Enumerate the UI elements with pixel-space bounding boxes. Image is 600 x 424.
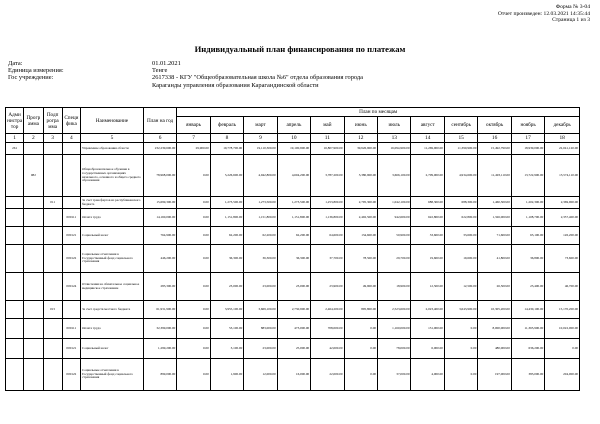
cell-name: Социальные отчисления в Государственный фонд социального страхования (81, 359, 144, 391)
table-row (6, 301, 580, 319)
table-row (6, 155, 580, 197)
cell-month-value: 42,000.00 (311, 339, 344, 359)
table-row (6, 273, 580, 301)
cell-month-value: 0.00 (444, 319, 477, 339)
column-number: 16 (478, 134, 511, 143)
cell-month-value: 23,000.00 (277, 273, 310, 301)
header-month: март (244, 117, 277, 134)
cell-admin (6, 301, 24, 319)
cell-month-value: 18,900.00 (378, 273, 411, 301)
cell-month-value: 2,357,400.00 (545, 209, 580, 227)
cell-month-value: 2,023,400.00 (411, 301, 444, 319)
cell-name: Социальные отчисления в Государственный фонд социального страхования (81, 245, 144, 273)
page-title: Индивидуальный план финансирования по платежам (194, 44, 406, 54)
report-meta (8, 60, 452, 89)
cell-month-value: 5,226,600.00 (210, 155, 243, 197)
cell-specifika (62, 301, 80, 319)
meta-row-unit (8, 67, 452, 74)
cell-month-value: 78,000.00 (378, 339, 411, 359)
cell-month-value: 383,000.00 (511, 359, 544, 391)
cell-program (24, 245, 43, 273)
cell-month-value: 708,000.00 (311, 319, 344, 339)
cell-month-value: 2,492,500.00 (344, 209, 377, 227)
cell-month-value: 0.00 (177, 339, 210, 359)
header-month: январь (177, 117, 210, 134)
cell-month-value: 33,600.00 (444, 227, 477, 245)
cell-month-value: 126,200.00 (545, 227, 580, 245)
cell-month-value: 62,200.00 (210, 227, 243, 245)
cell-month-value: 8,000,000.00 (478, 319, 511, 339)
page-counter: Страница 1 из 3 (552, 17, 590, 24)
meta-label (8, 82, 152, 89)
table-row (6, 227, 580, 245)
cell-month-value: 12,500.00 (444, 273, 477, 301)
cell-month-value: 1,273,500.00 (277, 197, 310, 209)
cell-month-value: 942,600.00 (378, 209, 411, 227)
cell-month-value: 1,042,100.00 (378, 197, 411, 209)
report-date: Отчет произведен: 12.03.2021 14:35:44 (497, 10, 590, 17)
header-month: апрель (277, 117, 310, 134)
cell-subprogram (43, 245, 62, 273)
cell-program (24, 301, 43, 319)
cell-month-value: 19,100,900.00 (277, 143, 310, 155)
cell-month-value: 1,160,000.00 (378, 319, 411, 339)
cell-month-value: 0.00 (177, 273, 210, 301)
meta-row-institution (8, 74, 452, 81)
cell-month-value: 0.00 (177, 155, 210, 197)
column-number: 12 (344, 134, 377, 143)
cell-month-value: 1,151,800.00 (244, 209, 277, 227)
cell-program (24, 273, 43, 301)
cell-month-value: 1,326,000.00 (478, 209, 511, 227)
cell-subprogram: 011 (43, 197, 62, 209)
column-number: 4 (62, 134, 80, 143)
column-number: 8 (210, 134, 243, 143)
meta-value: 2617338 - КГУ "Общеобразовательная школа №6" отдела образования города (152, 74, 364, 82)
cell-plan-year: 15,699,300.00 (143, 197, 176, 209)
cell-month-value: 688,300.00 (444, 197, 477, 209)
cell-month-value: 688,300.00 (411, 197, 444, 209)
cell-month-value: 2,464,200.00 (311, 301, 344, 319)
table-row (6, 359, 580, 391)
cell-subprogram (43, 339, 62, 359)
cell-month-value: 0.00 (177, 245, 210, 273)
column-number: 7 (177, 134, 210, 143)
cell-month-value: 0.00 (177, 319, 210, 339)
cell-month-value: 1,151,800.00 (210, 209, 243, 227)
cell-month-value: 1,273,500.00 (244, 197, 277, 209)
column-number: 2 (24, 134, 43, 143)
cell-month-value: 2,523,600.00 (378, 301, 411, 319)
cell-admin (6, 245, 24, 273)
cell-subprogram (43, 227, 62, 245)
cell-month-value: 16,000.00 (277, 359, 310, 391)
meta-value: Караганды управления образования Карагандинской области (152, 81, 319, 89)
cell-month-value: 1,460,300.00 (478, 197, 511, 209)
cell-month-value: 0.00 (444, 339, 477, 359)
cell-month-value: 11,269,900.00 (411, 143, 444, 155)
header-month: октябрь (478, 117, 511, 134)
table-row (6, 319, 580, 339)
cell-month-value: 3,380,900.00 (344, 155, 377, 197)
cell-name: Отчисления на обязательное социальное медицинское страхование (81, 273, 144, 301)
cell-month-value: 134,600.00 (344, 227, 377, 245)
cell-month-value: 18,939,000.00 (511, 143, 544, 155)
cell-month-value: 1,253,800.00 (311, 197, 344, 209)
cell-subprogram (43, 143, 62, 155)
cell-month-value: 22,041,120.00 (545, 143, 580, 155)
cell-subprogram (43, 319, 62, 339)
header-name: Наименование (81, 108, 144, 134)
cell-specifika (62, 143, 80, 155)
cell-specifika: 000121 (62, 339, 80, 359)
table-row (6, 197, 580, 209)
cell-name: Общеобразовательное обучение в государственных организациях начального, основного и общего среднего образования (81, 155, 144, 197)
cell-month-value: 39,926,900.00 (344, 143, 377, 155)
cell-name: Социальный налог (81, 339, 144, 359)
cell-month-value: 1,900.00 (210, 359, 243, 391)
cell-month-value: 12,500.00 (411, 273, 444, 301)
column-number: 10 (277, 134, 310, 143)
cell-admin (6, 227, 24, 245)
header-month: август (411, 117, 444, 134)
cell-month-value: 2,369,900.00 (545, 197, 580, 209)
cell-name: За счет трансфертов из республиканского бюджета (81, 197, 144, 209)
cell-month-value: 2,709,000.00 (411, 155, 444, 197)
cell-program (24, 319, 43, 339)
cell-month-value: 4,000.00 (411, 359, 444, 391)
cell-month-value: 19,600.00 (411, 245, 444, 273)
cell-specifika: 000121 (62, 227, 80, 245)
cell-subprogram (43, 209, 62, 227)
column-number: 13 (378, 134, 411, 143)
cell-month-value: 883,000.00 (244, 319, 277, 339)
cell-name: Оплата труда (81, 319, 144, 339)
cell-month-value: 19,110,300.00 (244, 143, 277, 155)
cell-month-value: 0.00 (177, 197, 210, 209)
cell-admin (6, 197, 24, 209)
cell-specifika: 000111 (62, 209, 80, 227)
table-row (6, 209, 580, 227)
cell-month-value: 14,430,100.00 (511, 301, 544, 319)
cell-month-value: 16,807,900.00 (311, 143, 344, 155)
cell-month-value: 25,000.00 (277, 339, 310, 359)
cell-month-value: 12,000.00 (244, 359, 277, 391)
header-month: февраль (210, 117, 243, 134)
cell-month-value: 36,300.00 (210, 245, 243, 273)
column-number: 9 (244, 134, 277, 143)
table-row (6, 245, 580, 273)
cell-month-value: 1,108,700.00 (511, 209, 544, 227)
cell-month-value: 636,200.00 (511, 339, 544, 359)
header-month: декабрь (545, 117, 580, 134)
meta-label: Единица измерения: (8, 67, 64, 75)
cell-specifika: 000124 (62, 273, 80, 301)
cell-month-value: 622,800.00 (444, 209, 477, 227)
cell-month-value: 49,900.00 (344, 273, 377, 301)
meta-row-date (8, 60, 452, 67)
cell-month-value: 4,942,800.00 (244, 155, 277, 197)
cell-month-value: 64,600.00 (311, 227, 344, 245)
cell-admin (6, 155, 24, 197)
cell-specifika: 000122 (62, 359, 80, 391)
cell-month-value: 37,000.00 (378, 359, 411, 391)
cell-admin (6, 209, 24, 227)
cell-month-value: 10,022,000.00 (545, 319, 580, 339)
cell-month-value: 4,934,600.00 (444, 155, 477, 197)
cell-admin (6, 359, 24, 391)
cell-month-value: 23,000.00 (244, 273, 277, 301)
cell-plan-year: 32,399,000.00 (143, 319, 176, 339)
cell-month-value: 19,600.00 (444, 245, 477, 273)
cell-month-value: 53,100.00 (210, 319, 243, 339)
cell-month-value: 23,000.00 (244, 339, 277, 359)
cell-admin (6, 319, 24, 339)
cell-month-value: 11,390,900.00 (444, 143, 477, 155)
cell-month-value: 29,900.00 (177, 143, 210, 155)
cell-month-value: 1,273,500.00 (210, 197, 243, 209)
cell-month-value: 1,151,800.00 (277, 209, 310, 227)
cell-month-value: 0.00 (344, 319, 377, 339)
header-month: ноябрь (511, 117, 544, 134)
header-program: Прогр амма (24, 108, 43, 134)
cell-admin (6, 273, 24, 301)
cell-month-value: 36,300.00 (277, 245, 310, 273)
cell-month-value: 15,492,790.00 (478, 143, 511, 155)
cell-month-value: 62,200.00 (244, 227, 277, 245)
cell-month-value: 0.00 (344, 359, 377, 391)
cell-month-value: 73,600.00 (545, 245, 580, 273)
header-subprogram: Подп рогра мма (43, 108, 62, 134)
cell-subprogram: 015 (43, 301, 62, 319)
cell-name: Управление образования области (81, 143, 144, 155)
header-month: сентябрь (444, 117, 477, 134)
financing-table (5, 107, 580, 391)
cell-month-value: 3,643,900.00 (444, 301, 477, 319)
column-number: 3 (43, 134, 62, 143)
header-month: май (311, 117, 344, 134)
cell-month-value: 33,600.00 (411, 227, 444, 245)
cell-month-value: 36,300.00 (244, 245, 277, 273)
cell-specifika (62, 197, 80, 209)
cell-plan-year: 61,931,900.00 (143, 301, 176, 319)
cell-month-value: 2,730,900.00 (277, 301, 310, 319)
column-number: 6 (143, 134, 176, 143)
cell-month-value: 71,600.00 (478, 227, 511, 245)
cell-month-value: 16,094,900.00 (378, 143, 411, 155)
header-month: июнь (344, 117, 377, 134)
cell-specifika (62, 155, 80, 197)
cell-plan-year: 446,200.00 (143, 245, 176, 273)
cell-month-value: 78,500.00 (344, 245, 377, 273)
cell-admin (6, 339, 24, 359)
cell-name: Социальный налог (81, 227, 144, 245)
cell-month-value: 11,493,110.00 (478, 155, 511, 197)
cell-month-value: 0.00 (444, 359, 477, 391)
cell-month-value: 29,700.00 (378, 245, 411, 273)
cell-month-value: 4,604,200.00 (277, 155, 310, 197)
cell-month-value: 22,000.00 (311, 359, 344, 391)
cell-plan-year: 1,299,200.00 (143, 339, 176, 359)
cell-plan-year: 232,239,600.00 (143, 143, 176, 155)
cell-month-value: 23,900.00 (311, 273, 344, 301)
cell-plan-year: 283,300.00 (143, 273, 176, 301)
column-number: 14 (411, 134, 444, 143)
cell-plan-year: 78,968,000.00 (143, 155, 176, 197)
column-number: 17 (511, 134, 544, 143)
cell-month-value: 46,700.00 (545, 273, 580, 301)
header-plan-months: План по месяцам (177, 108, 580, 117)
meta-label: Дата: (8, 60, 23, 67)
cell-month-value: 3,666,100.00 (378, 155, 411, 197)
cell-month-value: 50,900.00 (378, 227, 411, 245)
cell-month-value: 15,170,200.00 (545, 301, 580, 319)
cell-program: 082 (24, 155, 43, 197)
cell-month-value: 3,100.00 (210, 339, 243, 359)
cell-name: За счет средств местного бюджета (81, 301, 144, 319)
cell-month-value: 622,800.00 (411, 209, 444, 227)
cell-month-value: 3,669,100.00 (244, 301, 277, 319)
cell-plan-year: 14,160,000.00 (143, 209, 176, 227)
column-number: 18 (545, 134, 580, 143)
cell-month-value: 0.00 (344, 339, 377, 359)
header-month: июль (378, 117, 411, 134)
cell-month-value: 63,100.00 (511, 227, 544, 245)
meta-row-institution-cont (8, 82, 452, 89)
cell-month-value: 1,202,300.00 (511, 197, 544, 209)
cell-program (24, 209, 43, 227)
cell-month-value: 0.00 (177, 359, 210, 391)
cell-name: Оплата труда (81, 209, 144, 227)
cell-program (24, 227, 43, 245)
cell-specifika: 000122 (62, 245, 80, 273)
cell-month-value: 197,000.00 (478, 359, 511, 391)
cell-subprogram (43, 273, 62, 301)
cell-month-value: 0.00 (177, 227, 210, 245)
cell-month-value: 62,200.00 (277, 227, 310, 245)
cell-month-value: 2,795,300.00 (344, 197, 377, 209)
cell-month-value: 11,365,900.00 (511, 319, 544, 339)
column-number: 11 (311, 134, 344, 143)
meta-value: Тенге (152, 67, 168, 75)
cell-month-value: 0.00 (177, 209, 210, 227)
cell-month-value: 13,574,110.00 (545, 155, 580, 197)
cell-month-value: 3,787,200.00 (311, 155, 344, 197)
cell-month-value: 41,800.00 (478, 245, 511, 273)
cell-month-value: 13,722,900.00 (511, 155, 544, 197)
table-row (6, 339, 580, 359)
header-plan-year: План на год (143, 108, 176, 134)
header-admin: Адми нистра тор (6, 108, 24, 134)
cell-month-value: 36,800.00 (511, 245, 544, 273)
cell-month-value: 6,000.00 (411, 339, 444, 359)
cell-program (24, 359, 43, 391)
cell-plan-year: 899,000.00 (143, 359, 176, 391)
cell-month-value: 131,000.00 (411, 319, 444, 339)
cell-month-value: 37,700.00 (311, 245, 344, 273)
column-number: 5 (81, 134, 144, 143)
table-row (6, 143, 580, 155)
header-specifika: Специ фика (62, 108, 80, 134)
cell-program (24, 143, 43, 155)
cell-month-value: 19,778,700.00 (210, 143, 243, 155)
cell-month-value: 0.00 (545, 339, 580, 359)
cell-plan-year: 764,900.00 (143, 227, 176, 245)
cell-month-value: 895,800.00 (344, 301, 377, 319)
cell-specifika: 000111 (62, 319, 80, 339)
cell-month-value: 0.00 (177, 301, 210, 319)
column-number: 15 (444, 134, 477, 143)
cell-month-value: 3,955,100.00 (210, 301, 243, 319)
cell-subprogram (43, 155, 62, 197)
cell-subprogram (43, 359, 62, 391)
cell-program (24, 339, 43, 359)
cell-month-value: 23,000.00 (210, 273, 243, 301)
form-info (498, 4, 590, 24)
cell-program (24, 197, 43, 209)
meta-value: 01.01.2021 (152, 60, 181, 67)
cell-admin: 261 (6, 143, 24, 155)
cell-month-value: 204,000.00 (545, 359, 580, 391)
form-number: Форма № 3-04 (555, 4, 590, 10)
cell-month-value: 26,500.00 (478, 273, 511, 301)
cell-month-value: 1,136,800.00 (311, 209, 344, 227)
cell-month-value: 473,000.00 (277, 319, 310, 339)
column-number: 1 (6, 134, 24, 143)
cell-month-value: 23,400.00 (511, 273, 544, 301)
meta-label: Гос учреждение: (8, 74, 54, 82)
cell-month-value: 10,305,200.00 (478, 301, 511, 319)
cell-month-value: 480,000.00 (478, 339, 511, 359)
